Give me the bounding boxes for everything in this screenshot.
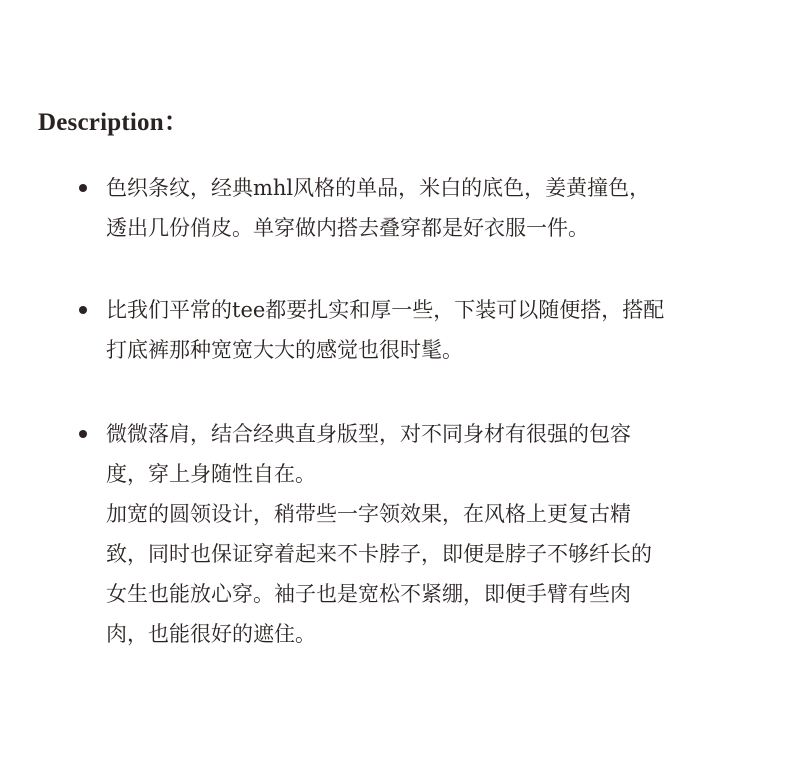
- list-item-line: 女生也能放心穿。袖子也是宽松不紧绷，即便手臂有些肉: [106, 582, 631, 606]
- list-item-line: 致，同时也保证穿着起来不卡脖子，即便是脖子不够纤长的: [106, 542, 652, 566]
- list-item: [106, 414, 736, 654]
- list-item-line: 加宽的圆领设计，稍带些一字领效果，在风格上更复古精: [106, 502, 631, 526]
- bullet-dot-icon: [79, 184, 87, 192]
- description-heading: Description：: [38, 109, 189, 136]
- list-item: [106, 168, 736, 248]
- list-item-line: 度，穿上身随性自在。: [106, 462, 316, 486]
- list-item-line: 比我们平常的tee都要扎实和厚一些，下装可以随便搭，搭配: [106, 298, 665, 322]
- bullet-dot-icon: [79, 306, 87, 314]
- bullet-dot-icon: [79, 430, 87, 438]
- list-item-line: 透出几份俏皮。单穿做内搭去叠穿都是好衣服一件。: [106, 216, 589, 240]
- list-item-line: 打底裤那种宽宽大大的感觉也很时髦。: [106, 338, 463, 362]
- list-item-line: 微微落肩，结合经典直身版型，对不同身材有很强的包容: [106, 422, 631, 446]
- list-item-line: 色织条纹，经典mhl风格的单品，米白的底色，姜黄撞色，: [106, 176, 651, 200]
- list-item-line: 肉，也能很好的遮住。: [106, 622, 316, 646]
- list-item: [106, 290, 736, 370]
